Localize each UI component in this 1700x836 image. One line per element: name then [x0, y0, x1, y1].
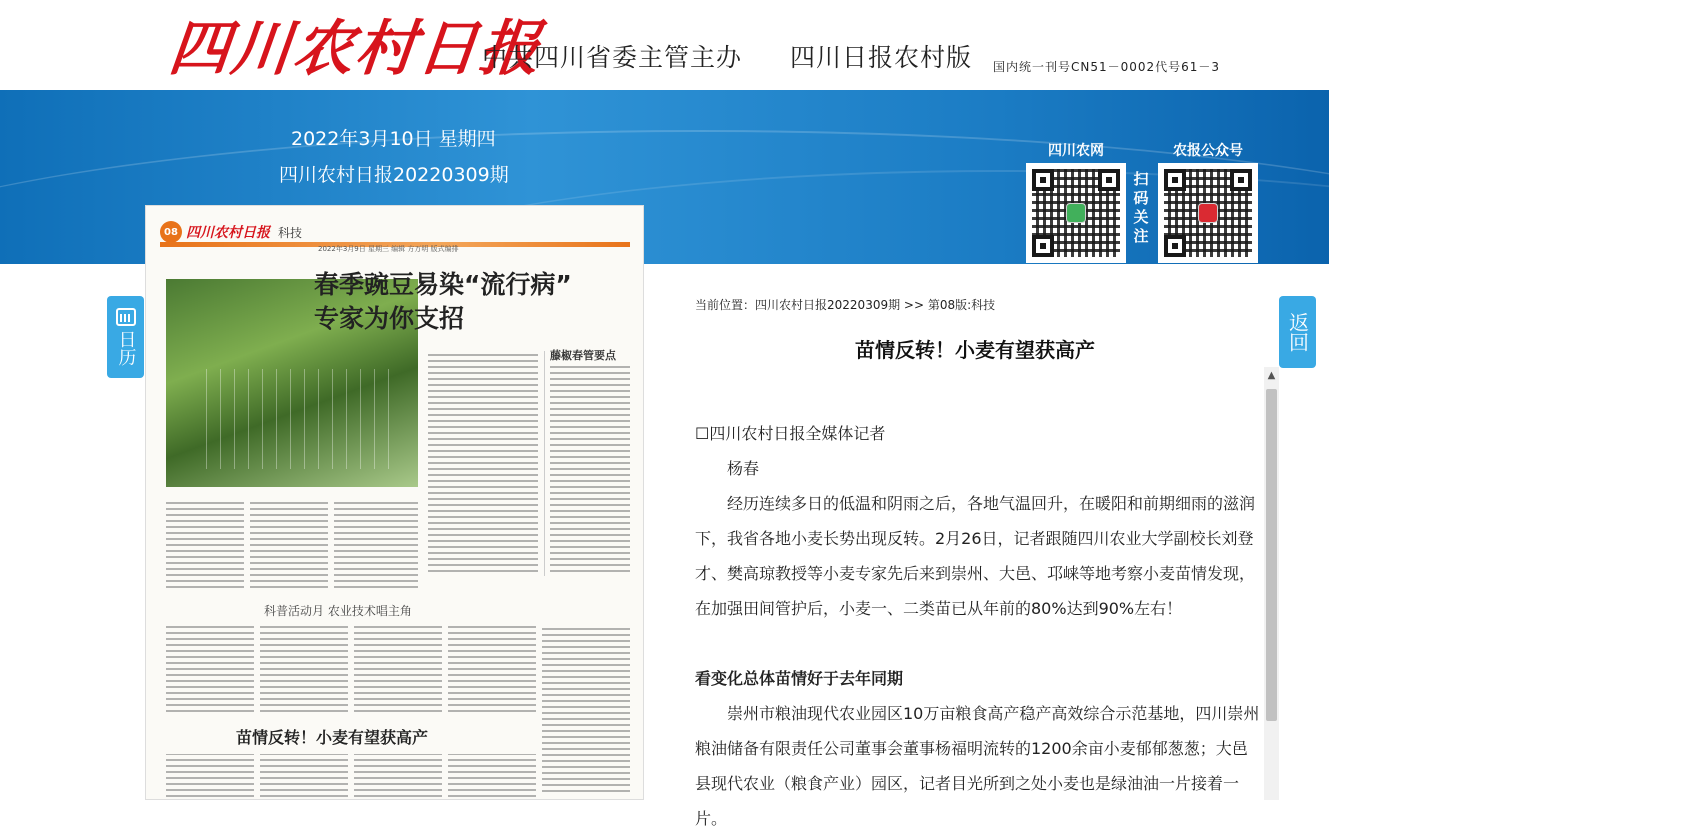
article-panel: [675, 286, 1280, 828]
qr-right-label: 农报公众号: [1173, 143, 1243, 159]
paper-text-block[interactable]: [260, 626, 348, 716]
masthead: [0, 0, 1329, 90]
page-number-badge: 08: [160, 221, 182, 243]
paper-text-block[interactable]: [334, 498, 418, 592]
breadcrumb-issue-link[interactable]: 四川农村日报20220309期: [755, 298, 901, 312]
paper-column-rule: [544, 351, 545, 576]
scan-to-follow-text: 扫 码 关 注: [1133, 170, 1149, 245]
qr-sichuan-nongwang: [1026, 140, 1126, 263]
paper-text-block[interactable]: [550, 366, 630, 576]
sponsor-text: 中共四川省委主管主办: [482, 43, 743, 72]
paper-meta: 2022年3月9日 星期三 编辑 方万明 版式编排: [318, 245, 459, 253]
paper-text-block[interactable]: [354, 754, 442, 801]
scroll-up-arrow-icon[interactable]: ▲: [1267, 369, 1276, 381]
publication-code: 国内统一刊号CN51－0002代号61－3: [993, 60, 1221, 74]
paper-logo: 四川农村日报: [186, 225, 270, 241]
article-subheading: 看变化总体苗情好于去年同期: [695, 669, 904, 688]
breadcrumb-page-link[interactable]: 第08版:科技: [927, 298, 996, 312]
article-byline: ☐四川农村日报全媒体记者: [695, 424, 886, 443]
calendar-label: 日历: [115, 330, 137, 366]
qr-wechat-account: [1158, 140, 1258, 263]
paper-text-block[interactable]: [448, 626, 536, 716]
breadcrumb-prefix: 当前位置：: [695, 298, 756, 312]
paper-text-block[interactable]: [250, 498, 328, 592]
calendar-button[interactable]: [107, 296, 144, 378]
current-date: 2022年3月10日 星期四: [291, 128, 496, 150]
issue-number: 四川农村日报20220309期: [279, 164, 509, 186]
paper-text-block[interactable]: [166, 626, 254, 716]
paper-text-block[interactable]: [448, 754, 536, 801]
breadcrumb: [695, 296, 995, 313]
paper-text-block[interactable]: [166, 754, 254, 801]
paper-text-block[interactable]: [354, 626, 442, 716]
article-title: 苗情反转！小麦有望获高产: [855, 338, 1095, 362]
article-scrollbar[interactable]: [1264, 367, 1279, 800]
qr-left-label: 四川农网: [1048, 143, 1104, 159]
qr-code-icon: [1026, 163, 1126, 263]
qr-code-icon: [1158, 163, 1258, 263]
newspaper-logo[interactable]: 四川农村日报: [165, 14, 546, 84]
edition-text: 四川日报农村版: [790, 43, 973, 72]
paper-main-headline[interactable]: 春季豌豆易染“流行病” 专家为你支招: [314, 270, 572, 333]
breadcrumb-separator: >>: [900, 298, 928, 312]
paper-text-block[interactable]: [166, 498, 244, 592]
article-author: 杨春: [727, 459, 760, 478]
newspaper-page-thumbnail[interactable]: [145, 205, 644, 800]
paper-bottom-headline[interactable]: 苗情反转！小麦有望获高产: [236, 728, 429, 747]
article-paragraph: 崇州市粮油现代农业园区10万亩粮食高产稳产高效综合示范基地，四川崇州粮油储备有限责任公司董事会董事杨福明流转的1200余亩小麦郁郁葱葱；大邑县现代农业（粮食产业）园区，记者目光所到之处小麦也是绿油油一片接着一片。: [695, 704, 1260, 828]
paper-text-block[interactable]: [542, 626, 630, 796]
scrollbar-thumb[interactable]: [1266, 389, 1277, 721]
paper-side-headline[interactable]: 藤椒春管要点: [550, 349, 616, 362]
paper-text-block[interactable]: [260, 754, 348, 801]
calendar-icon: [116, 308, 136, 326]
back-button[interactable]: [1279, 296, 1316, 368]
article-body: [695, 416, 1263, 836]
back-label: 返回: [1285, 312, 1310, 352]
paper-section: 科技: [278, 225, 303, 240]
paper-mid-headline[interactable]: 科普活动月 农业技术唱主角: [264, 604, 412, 618]
article-paragraph: 经历连续多日的低温和阴雨之后，各地气温回升，在暖阳和前期细雨的滋润下，我省各地小麦长势出现反转。2月26日，记者跟随四川农业大学副校长刘登才、樊高琼教授等小麦专家先后来到崇州、大邑、邛崃等地考察小麦苗情发现，在加强田间管护后，小麦一、二类苗已从年前的80%达到90%左右！: [695, 494, 1256, 618]
paper-text-block[interactable]: [428, 351, 538, 576]
